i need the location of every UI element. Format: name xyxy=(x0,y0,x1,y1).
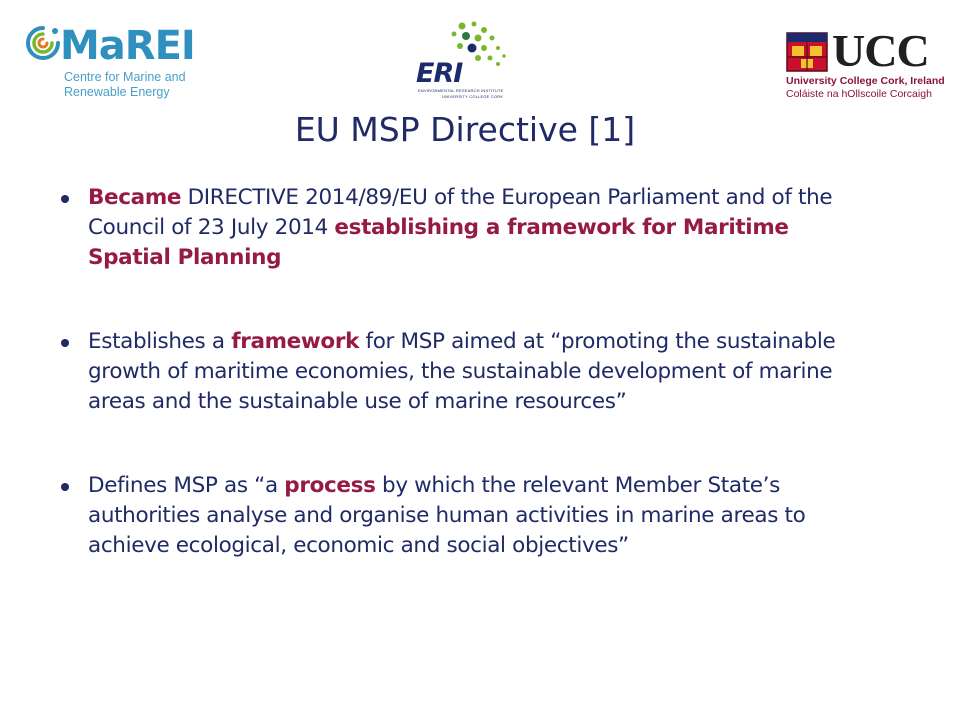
bullet-text xyxy=(88,183,860,273)
marei-swirl-icon xyxy=(22,22,64,64)
ucc-logo xyxy=(786,25,946,100)
slide-title: EU MSP Directive [1] xyxy=(294,110,636,149)
bullet-highlight: establishing a framework for Maritime Spatial Planning xyxy=(88,215,789,270)
bullet-text xyxy=(88,327,860,417)
marei-logo xyxy=(22,20,212,102)
ucc-crest-icon xyxy=(786,32,828,72)
marei-subtitle-line1: Centre for Marine and xyxy=(64,70,186,84)
bullet-item xyxy=(60,471,860,561)
ucc-name-irish: Coláiste na hOllscoile Corcaigh xyxy=(786,88,932,100)
bullet-highlight: process xyxy=(284,473,376,498)
eri-subtitle-line1: ENVIRONMENTAL RESEARCH INSTITUTE xyxy=(418,88,504,93)
bullet-list xyxy=(60,183,860,561)
ucc-name-english: University College Cork, Ireland xyxy=(786,75,945,87)
bullet-plain: DIRECTIVE 2014/89/EU of the European Parliament and of the Council of 23 July 2014 xyxy=(88,185,833,240)
bullet-dot-icon xyxy=(61,195,69,203)
bullet-dot-icon xyxy=(61,339,69,347)
bullet-highlight: Became xyxy=(88,185,182,210)
eri-wordmark: ERI xyxy=(416,58,463,89)
eri-logo xyxy=(414,18,514,100)
ucc-wordmark: UCC xyxy=(832,25,929,76)
marei-subtitle-line2: Renewable Energy xyxy=(64,85,170,99)
bullet-item xyxy=(60,183,860,273)
marei-wordmark: MaREI xyxy=(60,23,195,69)
marei-subtitle xyxy=(64,70,224,100)
bullet-dot-icon xyxy=(61,483,69,491)
bullet-plain: Defines MSP as “a xyxy=(88,473,285,498)
bullet-text xyxy=(88,471,860,561)
eri-subtitle-line2: UNIVERSITY COLLEGE CORK xyxy=(442,94,504,99)
bullet-plain: by which the relevant Member State’s authorities analyse and organise human activities in marine areas to achieve ecological, economic and social objectives” xyxy=(88,473,806,558)
bullet-highlight: framework xyxy=(231,329,360,354)
bullet-plain: for MSP aimed at “promoting the sustainable growth of maritime economies, the sustainable development of marine areas and the sustainable use of marine resources” xyxy=(88,329,836,414)
bullet-plain: Establishes a xyxy=(88,329,232,354)
bullet-item xyxy=(60,327,860,417)
